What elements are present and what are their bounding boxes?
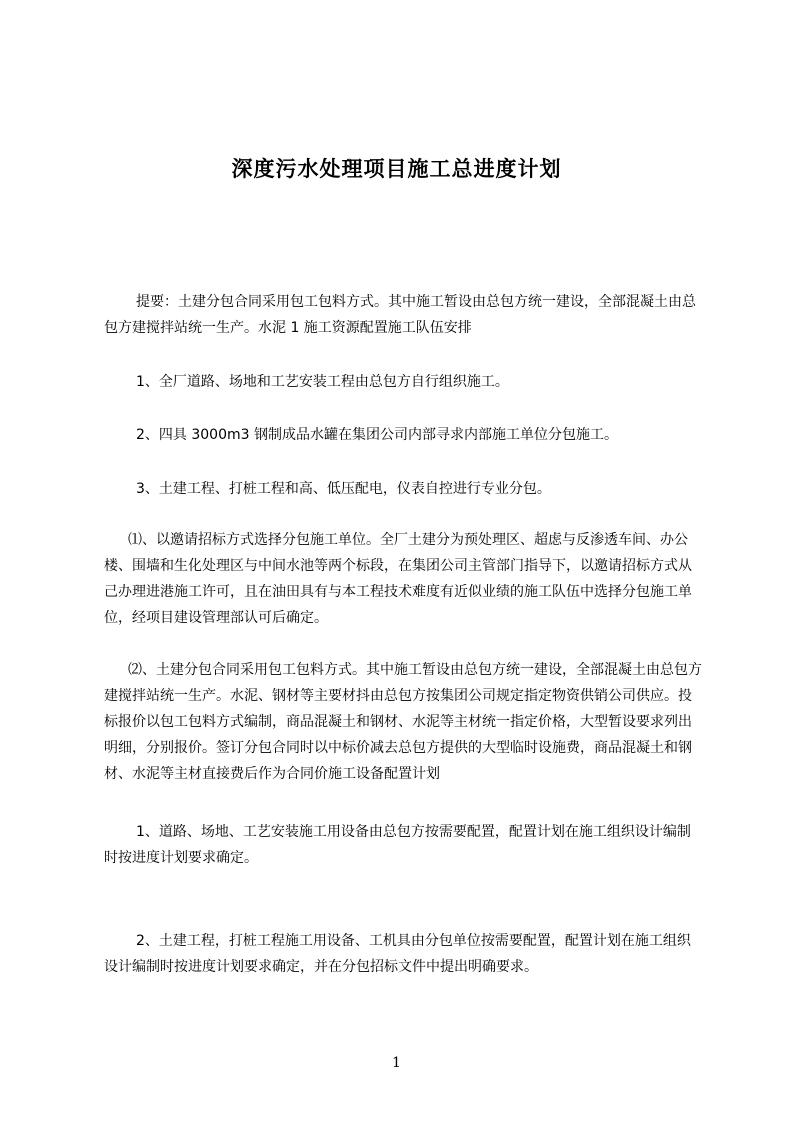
equipment-item-civil-text: 2、土建工程，打桩工程施工用设备、工机具由分包单位按需要配置，配置计划在施工组织设计编制时按进度计划要求确定，并在分包招标文件中提出明确要求。 — [104, 933, 691, 975]
sub-item-contract-text: ⑵、土建分包合同采用包工包料方式。其中施工暂设由总包方统一建设，全部混凝土由总包方建搅拌站统一生产。水泥、钢材等主要材抖由总包方按集团公司规定指定物资供销公司供应。投标报价以包工包料方式编制，商品混凝土和钢材、水泥等主材统一指定价格，大型暂设要求列出明细，分别报价。签订分包合同时以中标价减去总包方提供的大型临时设施费，商品混凝土和钢材、水泥等主材直接费后作为合同价施工设备配置计划 — [104, 662, 702, 782]
document-title: 深度污水处理项目施工总进度计划 — [231, 157, 562, 182]
list-item-tanks — [104, 422, 704, 448]
sub-item-contract — [104, 657, 704, 787]
equipment-item-civil — [104, 928, 704, 980]
list-item-subcontract-text: 3、土建工程、打桩工程和高、低压配电，仪表自控进行专业分包。 — [136, 481, 551, 497]
page-number: 1 — [392, 1055, 401, 1071]
list-item-roads-text: 1、全厂道路、场地和工艺安装工程由总包方自行组织施工。 — [136, 374, 509, 390]
summary-text: 提要：土建分包合同采用包工包料方式。其中施工暂设由总包方统一建设，全部混凝土由总包方建搅拌站统一生产。水泥 1 施工资源配置施工队伍安排 — [104, 294, 696, 336]
equipment-item-general-text: 1、道路、场地、工艺安装施工用设备由总包方按需要配置，配置计划在施工组织设计编制时按进度计划要求确定。 — [104, 824, 691, 866]
sub-item-tendering — [104, 527, 704, 631]
list-item-roads — [104, 369, 704, 395]
equipment-item-general — [104, 819, 704, 871]
list-item-tanks-text: 2、四具 3000m3 钢制成品水罐在集团公司内部寻求内部施工单位分包施工。 — [136, 427, 618, 443]
summary-paragraph — [104, 289, 704, 341]
list-item-subcontract — [104, 476, 704, 502]
sub-item-tendering-text: ⑴、以邀请招标方式选择分包施工单位。全厂土建分为预处理区、超虑与反渗透车间、办公楼、围墙和生化处理区与中间水池等两个标段，在集团公司主管部门指导下，以邀请招标方式从己办理进港施工许可，且在油田具有与本工程技术难度有近似业绩的施工队伍中选择分包施工单位，经项目建设管理部认可后确定。 — [104, 532, 692, 626]
